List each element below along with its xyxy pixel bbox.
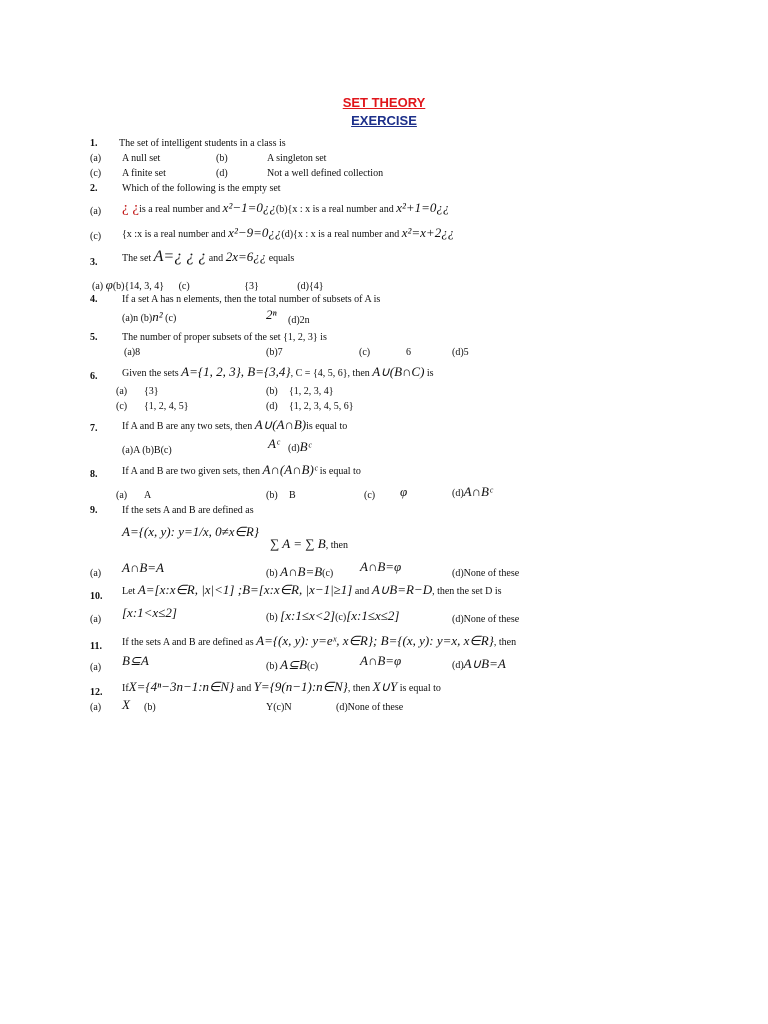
q5-option-d: (d)5 — [452, 347, 469, 358]
q6-option-b: {1, 2, 3, 4} — [289, 386, 334, 397]
q8-number: 8. — [90, 469, 98, 480]
q9-option-b: (b) A∩B=B(c) — [266, 564, 334, 579]
q8-option-c: φ — [400, 484, 408, 499]
q6-option-a-label: (a) — [116, 386, 128, 397]
page-subtitle: EXERCISE — [351, 113, 417, 128]
q2-option-c: {x :x is a real number and x²−9=0¿¿(d){x : x is a real number and x²=x+2¿¿ — [122, 225, 455, 240]
q6-option-d-label: (d) — [266, 401, 278, 412]
q5-option-a: (a)8 — [124, 347, 141, 358]
q6-option-c-label: (c) — [116, 401, 128, 412]
q11-text: If the sets A and B are defined as A={(x, y): y=eˣ, x∈R}; B={(x, y): y=x, x∈R}, then — [122, 633, 517, 648]
q2-option-a-label: (a) — [90, 206, 102, 217]
q7-text: If A and B are any two sets, then A∪(A∩B)is equal to — [122, 417, 348, 432]
q3-number: 3. — [90, 257, 98, 268]
q8-option-d: (d)A∩Bᶜ — [452, 484, 493, 499]
q1-text: The set of intelligent students in a class is — [119, 138, 286, 149]
q6-number: 6. — [90, 371, 98, 382]
q4-option-c: 2ⁿ — [266, 307, 277, 322]
q2-number: 2. — [90, 183, 98, 194]
q1-option-d-label: (d) — [216, 168, 228, 179]
q10-number: 10. — [90, 591, 103, 602]
q7-number: 7. — [90, 423, 98, 434]
q4-options: (a)n (b)n² (c) — [122, 309, 177, 324]
q8-option-b: B — [289, 490, 296, 501]
q3-options: (a) φ(b){14, 3, 4} (c) {3} (d){4} — [92, 277, 324, 292]
q2-b-math: x²+1=0¿¿ — [396, 200, 450, 215]
q11-option-d: (d)A∪B=A — [452, 656, 506, 671]
q9-sum-glyph: ∑ A = ∑ B, then — [270, 536, 348, 551]
q12-text: IfX={4ⁿ−3n−1:n∈N} and Y={9(n−1):n∈N}, then X∪Y is equal to — [122, 679, 441, 694]
q12-option-a-label: (a) — [90, 702, 102, 713]
q1-option-c-label: (c) — [90, 168, 102, 179]
q11-option-a-label: (a) — [90, 662, 102, 673]
q9-number: 9. — [90, 505, 98, 516]
q8-option-c-label: (c) — [364, 490, 376, 501]
q6-text: Given the sets A={1, 2, 3}, B={3,4}, C = {4, 5, 6}, then A∪(B∩C) is — [122, 364, 434, 379]
q8-option-a-label: (a) — [116, 490, 128, 501]
q6-option-d: {1, 2, 3, 4, 5, 6} — [289, 401, 354, 412]
q2-option-d: (d){x : x is a real number and — [281, 229, 400, 240]
q11-option-a: B⊆A — [122, 653, 149, 668]
q2-option-c-label: (c) — [90, 231, 102, 242]
q11-number: 11. — [90, 641, 102, 652]
q5-option-b: (b)7 — [266, 347, 283, 358]
q12-option-a: X — [122, 697, 130, 712]
q9-option-d: (d)None of these — [452, 568, 520, 579]
q2-c-math: x²−9=0¿¿ — [228, 225, 282, 240]
q1-option-d: Not a well defined collection — [267, 168, 384, 179]
q10-option-d: (d)None of these — [452, 614, 520, 625]
q1-number: 1. — [90, 138, 98, 149]
q12-option-c: Y(c)N — [266, 702, 292, 713]
q2-a-math: x²−1=0¿¿ — [222, 200, 276, 215]
q10-option-b: (b) [x:1≤x<2](c)[x:1≤x≤2] — [266, 608, 400, 623]
q9-text: If the sets A and B are defined as — [122, 505, 254, 516]
q4-number: 4. — [90, 294, 98, 305]
q11-option-c: A∩B=φ — [360, 653, 402, 668]
q10-option-a: [x:1<x≤2] — [122, 605, 177, 620]
q2-d-math: x²=x+2¿¿ — [401, 225, 455, 240]
q2-option-b: (b){x : x is a real number and — [275, 204, 394, 215]
q11-option-b: (b) A⊆B(c) — [266, 657, 319, 672]
q8-option-b-label: (b) — [266, 490, 278, 501]
q6-option-c: {1, 2, 4, 5} — [144, 401, 189, 412]
q8-text: If A and B are two given sets, then A∩(A∩B)ᶜ is equal to — [122, 462, 361, 477]
q2-text: Which of the following is the empty set — [122, 183, 281, 194]
q9-option-c: A∩B=φ — [360, 559, 402, 574]
q9-set-definition: A={(x, y): y=1/x, 0≠x∈R} — [122, 524, 259, 539]
q3-text: The set A=¿ ¿ ¿ and 2x=6¿¿ equals — [122, 248, 295, 265]
q6-option-b-label: (b) — [266, 386, 278, 397]
q9-option-a-label: (a) — [90, 568, 102, 579]
q12-number: 12. — [90, 687, 103, 698]
q12-option-b: (b) — [144, 702, 156, 713]
q5-option-c: 6 — [406, 347, 411, 358]
q6-option-a: {3} — [144, 386, 159, 397]
q7-option-d: (d)Bᶜ — [288, 439, 312, 454]
q5-text: The number of proper subsets of the set {1, 2, 3} is — [122, 332, 327, 343]
q8-option-a: A — [144, 490, 152, 501]
q1-option-a-label: (a) — [90, 153, 102, 164]
q10-text: Let A=[x:x∈R, |x|<1] ;B=[x:x∈R, |x−1|≥1] and A∪B=R−D, then the set D is — [122, 582, 502, 597]
q4-option-d: (d)2n — [288, 315, 310, 326]
q7-options-ab: (a)A (b)B(c) — [122, 445, 172, 456]
q1-option-b-label: (b) — [216, 153, 228, 164]
q5-option-c-label: (c) — [359, 347, 371, 358]
page-title: SET THEORY — [342, 95, 426, 110]
q2-missing-glyph: ¿ ¿ — [122, 200, 140, 216]
q4-text: If a set A has n elements, then the total number of subsets of A is — [122, 294, 381, 305]
q12-option-d: (d)None of these — [336, 702, 404, 713]
q1-option-b: A singleton set — [267, 153, 327, 164]
q3-set-glyph: A=¿ ¿ ¿ — [153, 248, 207, 265]
q1-option-c: A finite set — [122, 168, 166, 179]
q9-option-a: A∩B=A — [122, 560, 164, 575]
q7-option-c: Aᶜ — [268, 436, 280, 451]
q1-option-a: A null set — [122, 153, 161, 164]
q3-math: 2x=6¿¿ — [225, 249, 267, 264]
q10-option-a-label: (a) — [90, 614, 102, 625]
q2-option-a: ¿ ¿is a real number and x²−1=0¿¿(b){x : x is a real number and x²+1=0¿¿ — [122, 200, 450, 216]
q5-number: 5. — [90, 332, 98, 343]
